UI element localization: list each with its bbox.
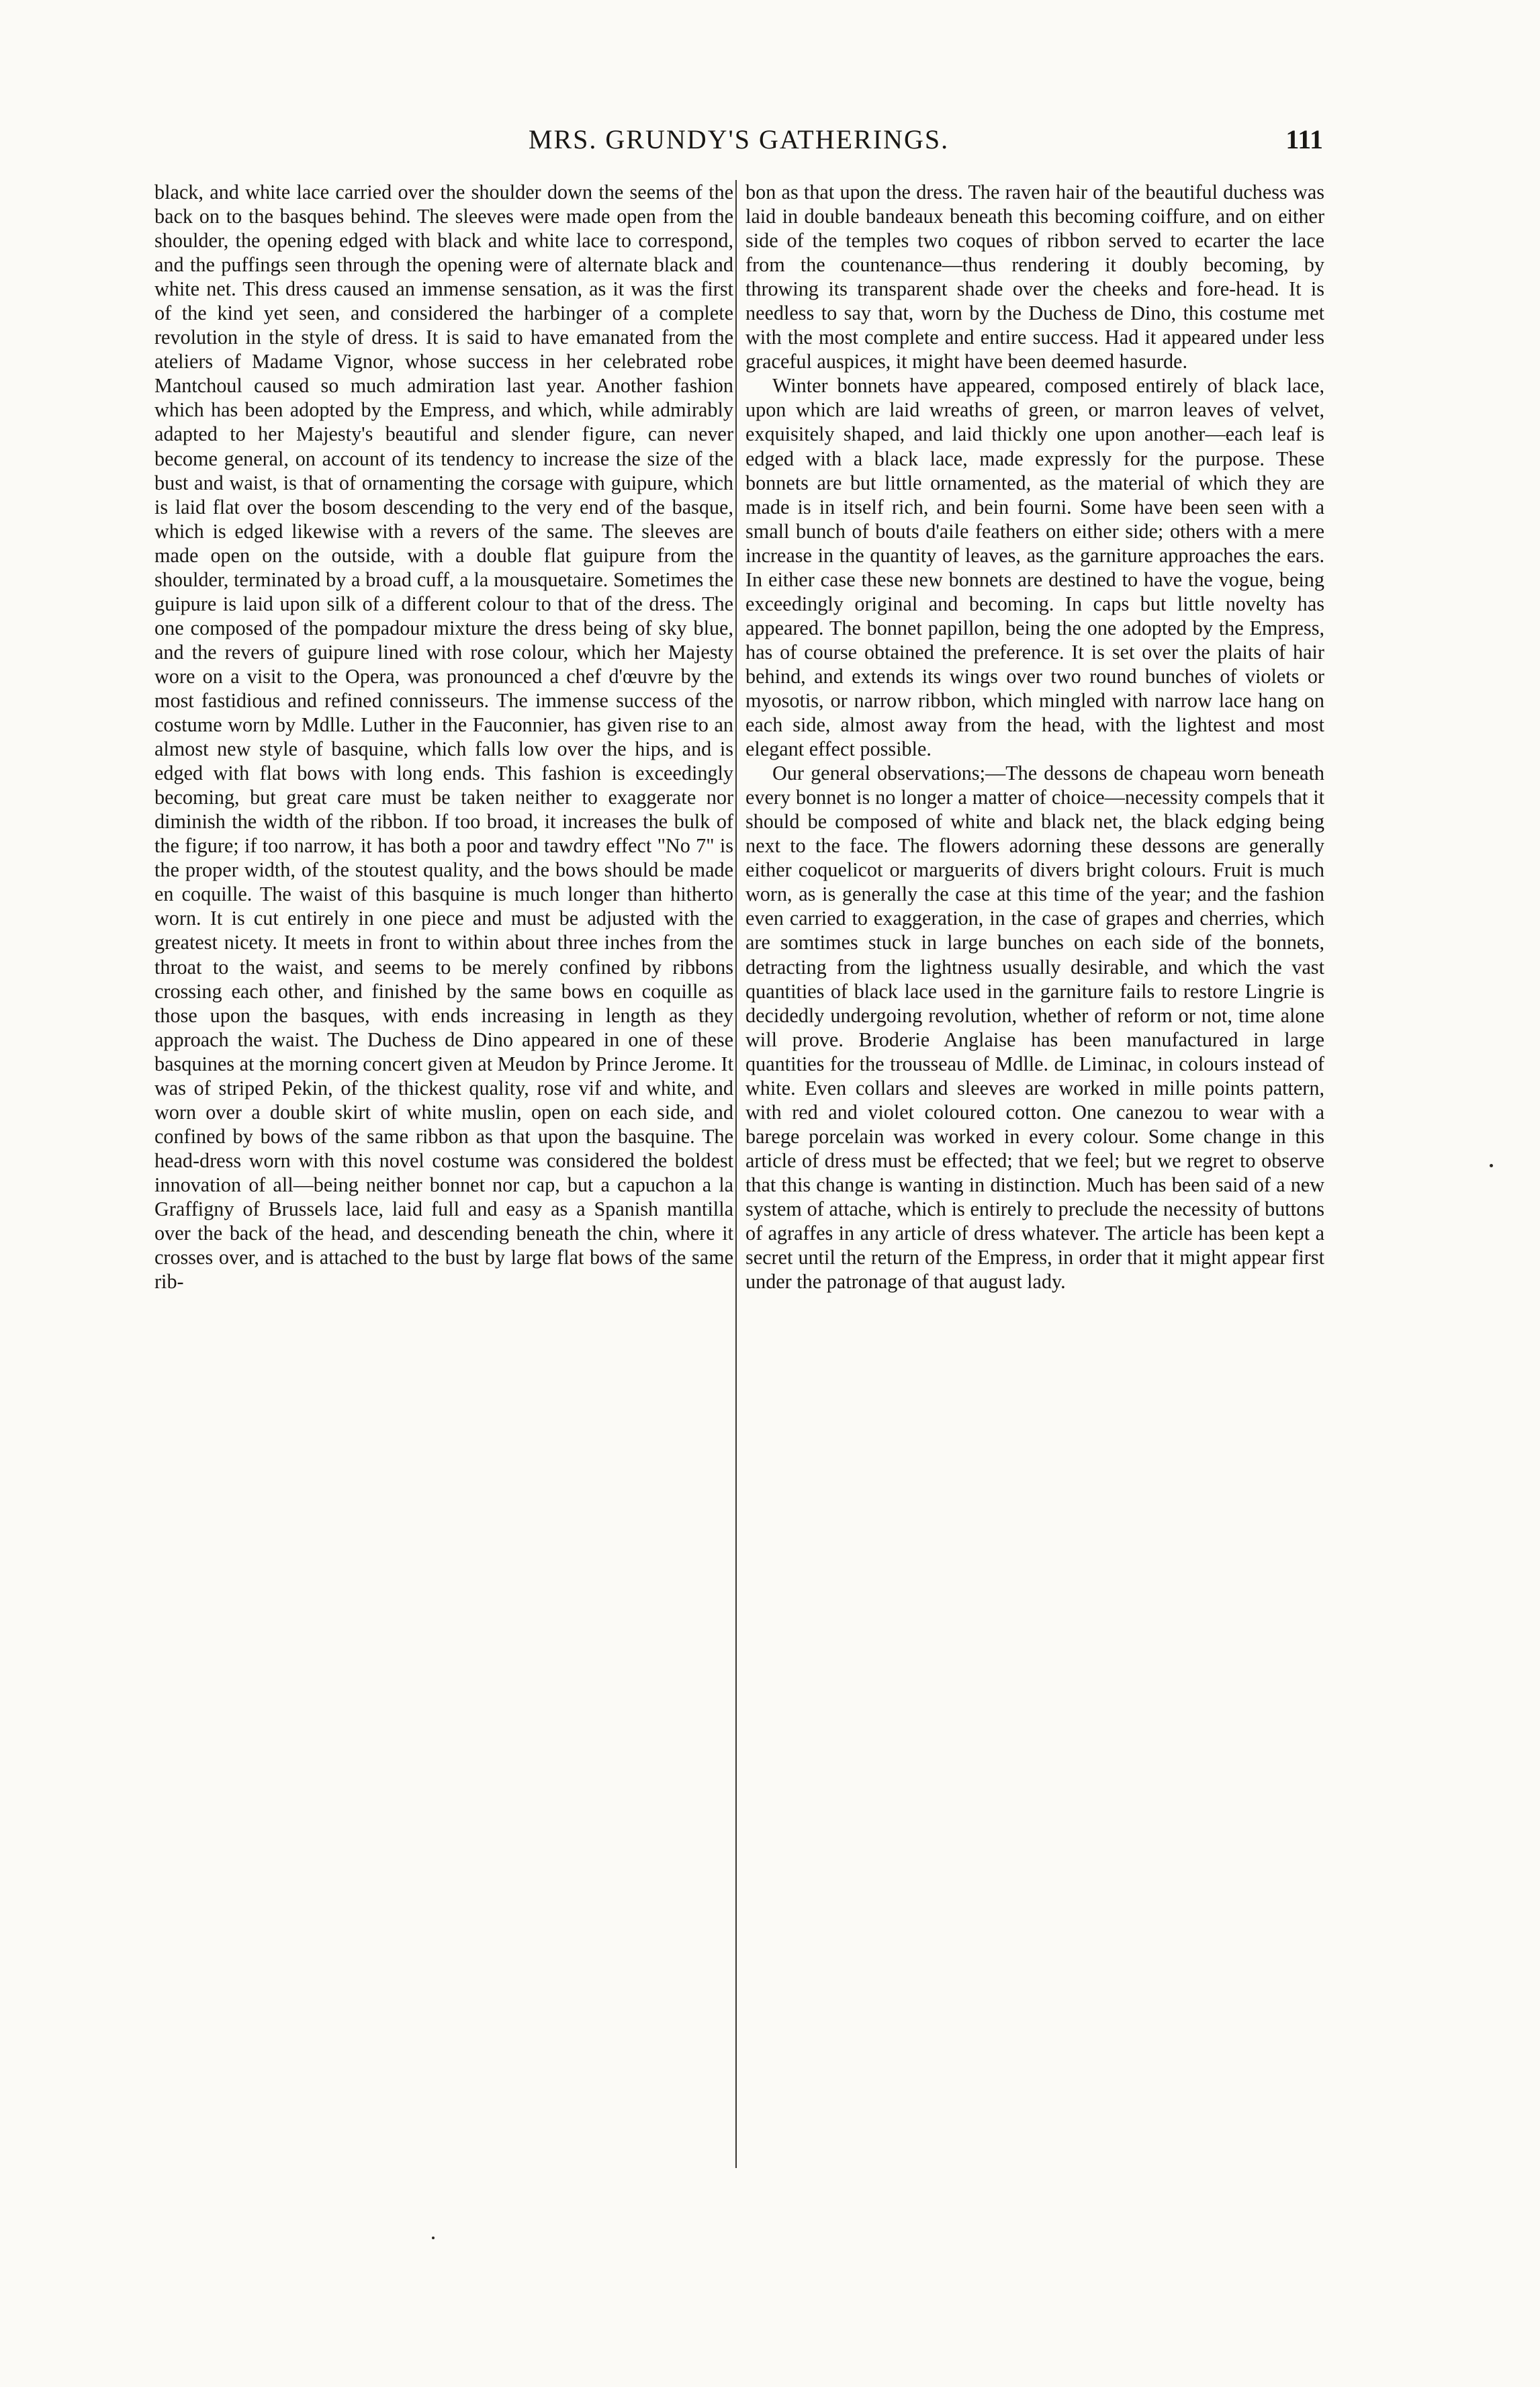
paragraph: Our general observations;—The dessons de chapeau worn beneath every bonnet is no longer a matter of choice—necessity compels that it should be composed of white and black net, the black edging being next to the face. The flowers adorning these dessons are generally either coquelicot or marguerits of divers bright colours. Fruit is much worn, as is generally the case at this time of the year; and the fashion even carried to exaggeration, in the case of grapes and cherries, which are somtimes stuck in large bunches on each side of the bonnets, detracting from the lightness usually desirable, and which the vast quantities of black lace used in the garniture fails to restore Lingrie is decidedly undergoing revolution, whether of reform or not, time alone will prove. Broderie Anglaise has been manufactured in large quantities for the trousseau of Mdlle. de Liminac, in colours instead of white. Even collars and sleeves are worked in mille points pattern, with red and violet coloured cotton. One canezou to wear with a barege porcelain was worked in every colour. Some change in this article of dress must be effected; that we feel; but we regret to observe that this change is wanting in distinction. Much has been said of a new system of attache, which is entirely to preclude the necessity of buttons of agraffes in any article of dress whatever. The article has been kept a secret until the return of the Empress, in order that it might appear first under the patronage of that august lady.: [745, 762, 1324, 1294]
running-head: [154, 120, 1323, 160]
right-column: [745, 180, 1324, 1294]
print-speck: [1490, 1164, 1493, 1167]
running-title: MRS. GRUNDY'S GATHERINGS.: [528, 124, 950, 154]
print-speck: [432, 2237, 435, 2239]
paragraph: bon as that upon the dress. The raven hair of the beautiful duchess was laid in double bandeaux beneath this becoming coiffure, and on either side of the temples two coques of ribbon served to ecarter the lace from the countenance—thus rendering it doubly becoming, by throwing its transparent shade over the cheeks and fore-head. It is needless to say that, worn by the Duchess de Dino, this costume met with the most complete and entire success. Had it appeared under less graceful auspices, it might have been deemed hasurde.: [745, 181, 1324, 373]
page-number: 111: [1285, 124, 1323, 154]
paragraph: black, and white lace carried over the shoulder down the seems of the back on to the basques behind. The sleeves were made open from the shoulder, the opening edged with black and white lace to correspond, and the puffings seen through the opening were of alternate black and white net. This dress caused an immense sensation, as it was the first of the kind yet seen, and considered the harbinger of a complete revolution in the style of dress. It is said to have emanated from the ateliers of Madame Vignor, whose success in her celebrated robe Mantchoul caused so much admiration last year. Another fashion which has been adopted by the Empress, and which, while admirably adapted to her Majesty's beautiful and slender figure, can never become general, on account of its tendency to increase the size of the bust and waist, is that of ornamenting the corsage with guipure, which is laid flat over the bosom descending to the very end of the basque, which is edged likewise with a revers of the same. The sleeves are made open on the outside, with a double flat guipure from the shoulder, terminated by a broad cuff, a la mousquetaire. Sometimes the guipure is laid upon silk of a different colour to that of the dress. The one composed of the pompadour mixture the dress being of sky blue, and the revers of guipure lined with rose colour, which her Majesty wore on a visit to the Opera, was pronounced a chef d'œuvre by the most fastidious and refined connisseurs. The immense success of the costume worn by Mdlle. Luther in the Fauconnier, has given rise to an almost new style of basquine, which falls low over the hips, and is edged with flat bows with long ends. This fashion is exceedingly becoming, but great care must be taken neither to exaggerate nor diminish the width of the ribbon. If too broad, it increases the bulk of the figure; if too narrow, it has both a poor and tawdry effect "No 7" is the proper width, of the stoutest quality, and the bows should be made en coquille. The waist of this basquine is much longer than hitherto worn. It is cut entirely in one piece and must be adjusted with the greatest nicety. It meets in front to within about three inches from the throat to the waist, and seems to be merely confined by ribbons crossing each other, and finished by the same bows en coquille as those upon the basques, with ends increasing in length as they approach the waist. The Duchess de Dino appeared in one of these basquines at the morning concert given at Meudon by Prince Jerome. It was of striped Pekin, of the thickest quality, rose vif and white, and worn over a double skirt of white muslin, open on each side, and confined by bows of the same ribbon as that upon the basquine. The head-dress worn with this novel costume was considered the boldest innovation of all—being neither bonnet nor cap, but a capuchon a la Graffigny of Brussels lace, laid full and easy as a Spanish mantilla over the back of the head, and descending beneath the chin, where it crosses over, and is attached to the bust by large flat bows of the same rib-: [154, 181, 733, 1294]
column-rule: [735, 180, 737, 2168]
paragraph: Winter bonnets have appeared, composed entirely of black lace, upon which are laid wreaths of green, or marron leaves of velvet, exquisitely shaped, and laid thickly one upon another—each leaf is edged with a black lace, made expressly for the purpose. These bonnets are but little ornamented, as the material of which they are made is in itself rich, and bein fourni. Some have been seen with a small bunch of bouts d'aile feathers on either side; others with a mere increase in the quantity of leaves, as the garniture approaches the ears. In either case these new bonnets are destined to have the vogue, being exceedingly original and becoming. In caps but little novelty has appeared. The bonnet papillon, being the one adopted by the Empress, has of course obtained the preference. It is set over the plaits of hair behind, and extends its wings over two round bunches of violets or myosotis, or narrow ribbon, which mingled with narrow lace hang on each side, almost away from the head, with the lightest and most elegant effect possible.: [745, 374, 1324, 761]
left-column: [154, 180, 733, 1294]
